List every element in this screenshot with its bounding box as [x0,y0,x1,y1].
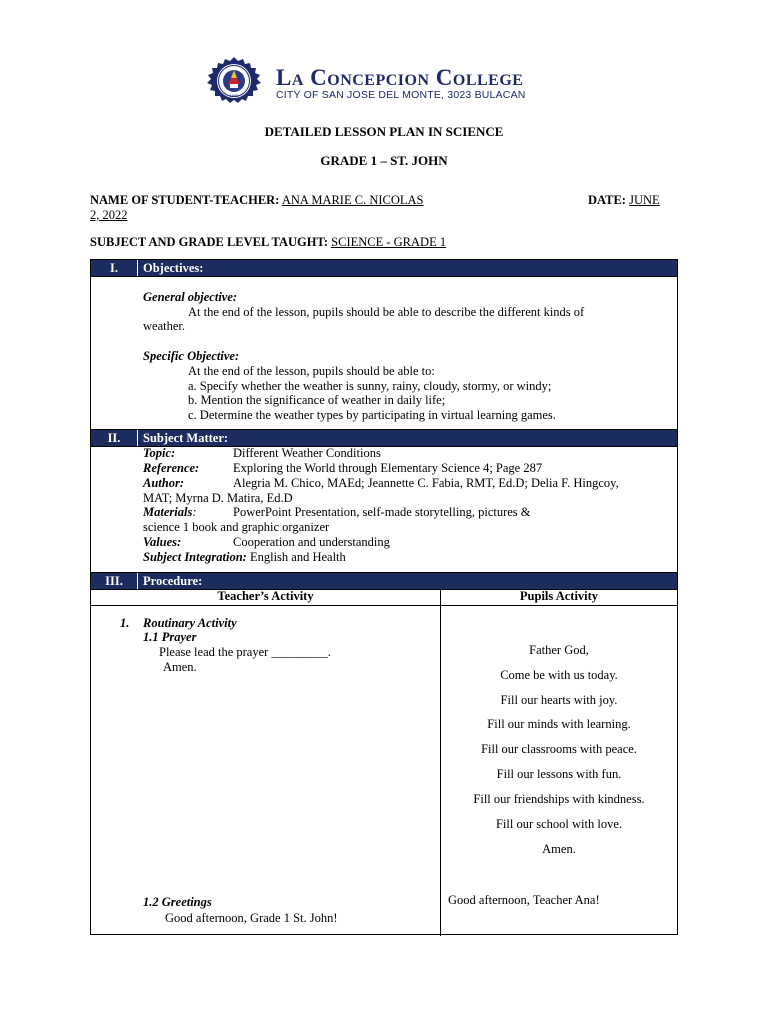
specific-objective-intro: At the end of the lesson, pupils should be able to: [188,364,435,378]
document-subtitle: GRADE 1 – ST. JOHN [320,153,448,168]
section-subject-matter-header [91,430,677,446]
pupil-prayer-line: Fill our friendships with kindness. [473,792,645,806]
author-value: Alegria M. Chico, MAEd; Jeannette C. Fabia, RMT, Ed.D; Delia F. Hingcoy, [233,476,619,490]
prayer-label: 1.1 Prayer [143,630,197,644]
general-objective-text-2: weather. [143,319,185,333]
college-header [198,56,578,108]
general-objective-text: At the end of the lesson, pupils should be able to describe the different kinds of [188,305,585,319]
lesson-plan-table [90,259,678,935]
svg-text:1998: 1998 [229,93,239,98]
routinary-activity-label: Routinary Activity [143,616,237,630]
values-value: Cooperation and understanding [233,535,390,549]
date-line [588,193,660,208]
values-label: Values: [143,535,182,549]
specific-objective-b: b. Mention the significance of weather in daily life; [188,393,446,407]
pupils-activity-header: Pupils Activity [519,589,599,603]
materials-label: Materials [143,505,193,519]
student-teacher-name: ANA MARIE C. NICOLAS [281,193,424,207]
author-label: Author: [143,476,184,490]
reference-value: Exploring the World through Elementary Science 4; Page 287 [233,461,543,475]
pupil-prayer-line: Fill our lessons with fun. [496,767,622,781]
teacher-greeting: Good afternoon, Grade 1 St. John! [165,911,338,925]
pupil-greeting: Good afternoon, Teacher Ana! [448,893,600,907]
date-value-part1: JUNE [629,193,660,207]
date-value-part2: 2, 2022 [90,208,128,222]
teacher-activity-header: Teacher’s Activity [217,589,314,603]
college-address: CITY OF SAN JOSE DEL MONTE, 3023 BULACAN [276,89,526,101]
subject-line [90,235,446,250]
document-title: DETAILED LESSON PLAN IN SCIENCE [264,124,504,139]
materials-line: Materials: [143,505,197,519]
section-procedure-header [91,573,677,589]
reference-label: Reference: [143,461,200,475]
specific-objective-c: c. Determine the weather types by participating in virtual learning games. [188,408,556,422]
date-label: DATE: [588,193,626,207]
pupil-prayer-line: Come be with us today. [500,668,618,682]
specific-objective-label: Specific Objective: [143,349,240,363]
student-teacher-label: NAME OF STUDENT-TEACHER: [90,193,280,207]
materials-value-2: science 1 book and graphic organizer [143,520,330,534]
materials-value: PowerPoint Presentation, self-made storytelling, pictures & [233,505,531,519]
section-title: Subject Matter: [143,431,229,445]
section-title: Procedure: [143,574,203,588]
topic-value: Different Weather Conditions [233,446,381,460]
subject-label: SUBJECT AND GRADE LEVEL TAUGHT: [90,235,329,249]
college-seal-icon [198,56,270,108]
section-number: III. [105,574,123,588]
greetings-label: 1.2 Greetings [143,895,212,909]
pupil-prayer-line: Fill our school with love. [495,817,623,831]
topic-label: Topic: [143,446,176,460]
pupil-prayer-line: Amen. [542,842,576,856]
integration-line [143,550,346,565]
pupil-prayer-line: Father God, [529,643,589,657]
college-name: La Concepcion College [276,65,524,90]
author-value-2: MAT; Myrna D. Matira, Ed.D [143,491,293,505]
specific-objective-a: a. Specify whether the weather is sunny, rainy, cloudy, stormy, or windy; [188,379,552,393]
pupil-prayer-line: Fill our classrooms with peace. [481,742,637,756]
integration-label: Subject Integration: [143,550,247,564]
teacher-amen: Amen. [163,660,197,674]
general-objective-label: General objective: [143,290,238,304]
prayer-instruction: Please lead the prayer _________. [159,645,331,659]
section-number: II. [107,431,121,445]
section-number: I. [110,261,118,275]
integration-value: English and Health [249,550,346,564]
pupil-prayer-line: Fill our minds with learning. [487,717,631,731]
pupil-prayer-line: Fill our hearts with joy. [500,693,618,707]
routinary-number: 1. [120,616,130,630]
subject-value: SCIENCE - GRADE 1 [331,235,447,249]
section-title: Objectives: [143,261,204,275]
section-objectives-header [91,260,677,276]
